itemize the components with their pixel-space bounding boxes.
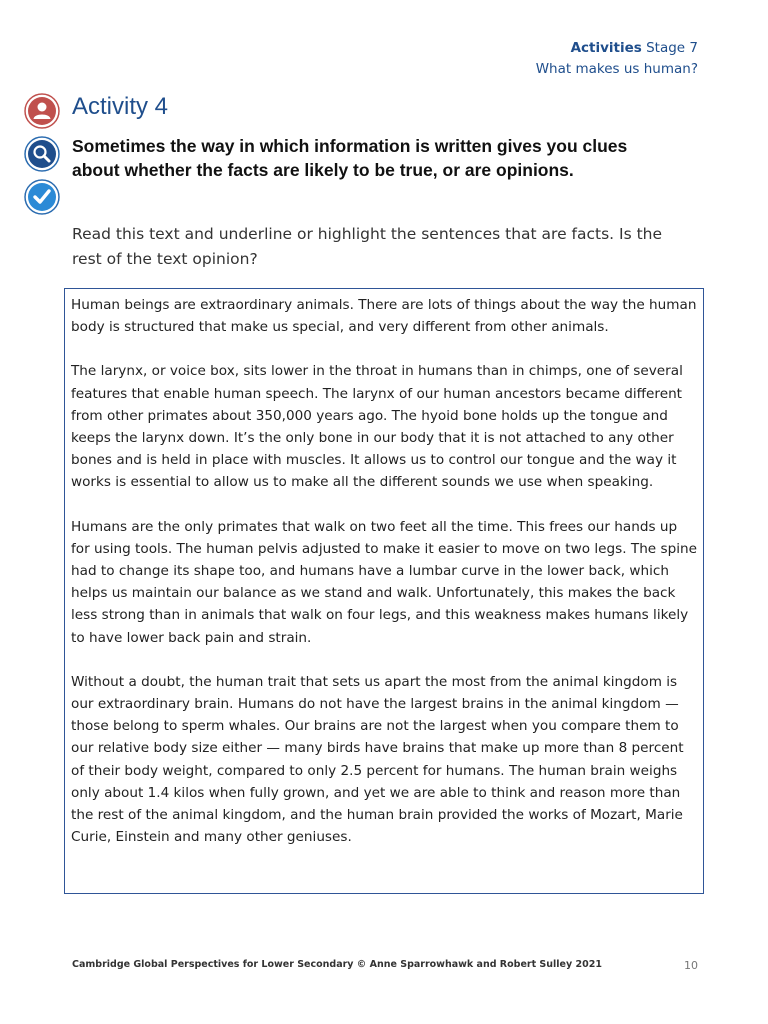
paragraph: Human beings are extraordinary animals. There are lots of things about the way the human body is structured that make us special, and very different from other animals. <box>71 297 697 336</box>
page-number: 10 <box>684 959 698 972</box>
activity-instruction: Read this text and underline or highlight the sentences that are facts. Is the rest of the text opinion? <box>72 225 663 268</box>
paragraph: Humans are the only primates that walk on two feet all the time. This frees our hands up for using tools. The human pelvis adjusted to make it easier to move on two legs. The spine had to change its shape too, and humans have a lumbar curve in the lower back, which helps us maintain our balance as we stand and walk. Unfortunately, this makes the back less strong than in animals that walk on four legs, and this weakness makes humans likely to have lower back pain and strain. <box>71 518 697 646</box>
search-icon <box>24 136 60 172</box>
activity-title: Activity 4 <box>72 93 169 120</box>
activities-label: Activities <box>570 40 642 56</box>
paragraph: Without a doubt, the human trait that sets us apart the most from the animal kingdom is our extraordinary brain. Humans do not have the largest brains in the animal kingdom — those belong to sperm whales. Our brains are not the largest when you compare them to our relative body size either — many birds have brains that make up more than 8 percent of their body weight, compared to only 2.5 percent for humans. The human brain weighs only about 1.4 kilos when fully grown, and yet we are able to think and reason more than the rest of the animal kingdom, and the human brain provided the works of Mozart, Marie Curie, Einstein and many other geniuses. <box>71 673 684 846</box>
activity-icons <box>24 93 62 222</box>
page-footer <box>72 959 698 972</box>
person-icon <box>24 93 60 129</box>
copyright-text: Cambridge Global Perspectives for Lower Secondary © Anne Sparrowhawk and Robert Sulley 2021 <box>72 959 602 970</box>
paragraph: The larynx, or voice box, sits lower in the throat in humans than in chimps, one of several features that enable human speech. The larynx of our human ancestors became different from other primates about 350,000 years ago. The hyoid bone holds up the tongue and keeps the larynx down. It’s the only bone in our body that it is not attached to any other bones and is held in place with muscles. It allows us to control our tongue and the way it works is essential to allow us to make all the different sounds we use when speaking. <box>71 363 683 491</box>
checkmark-icon <box>24 179 60 215</box>
header-subtitle: What makes us human? <box>535 61 698 77</box>
reading-text-box <box>64 288 704 894</box>
stage-label: Stage 7 <box>641 40 698 56</box>
header-line-1 <box>536 38 698 59</box>
activity-lead: Sometimes the way in which information is written gives you clues about whether the facts are likely to be true, or are opinions. <box>72 136 628 180</box>
page-header <box>536 38 698 80</box>
